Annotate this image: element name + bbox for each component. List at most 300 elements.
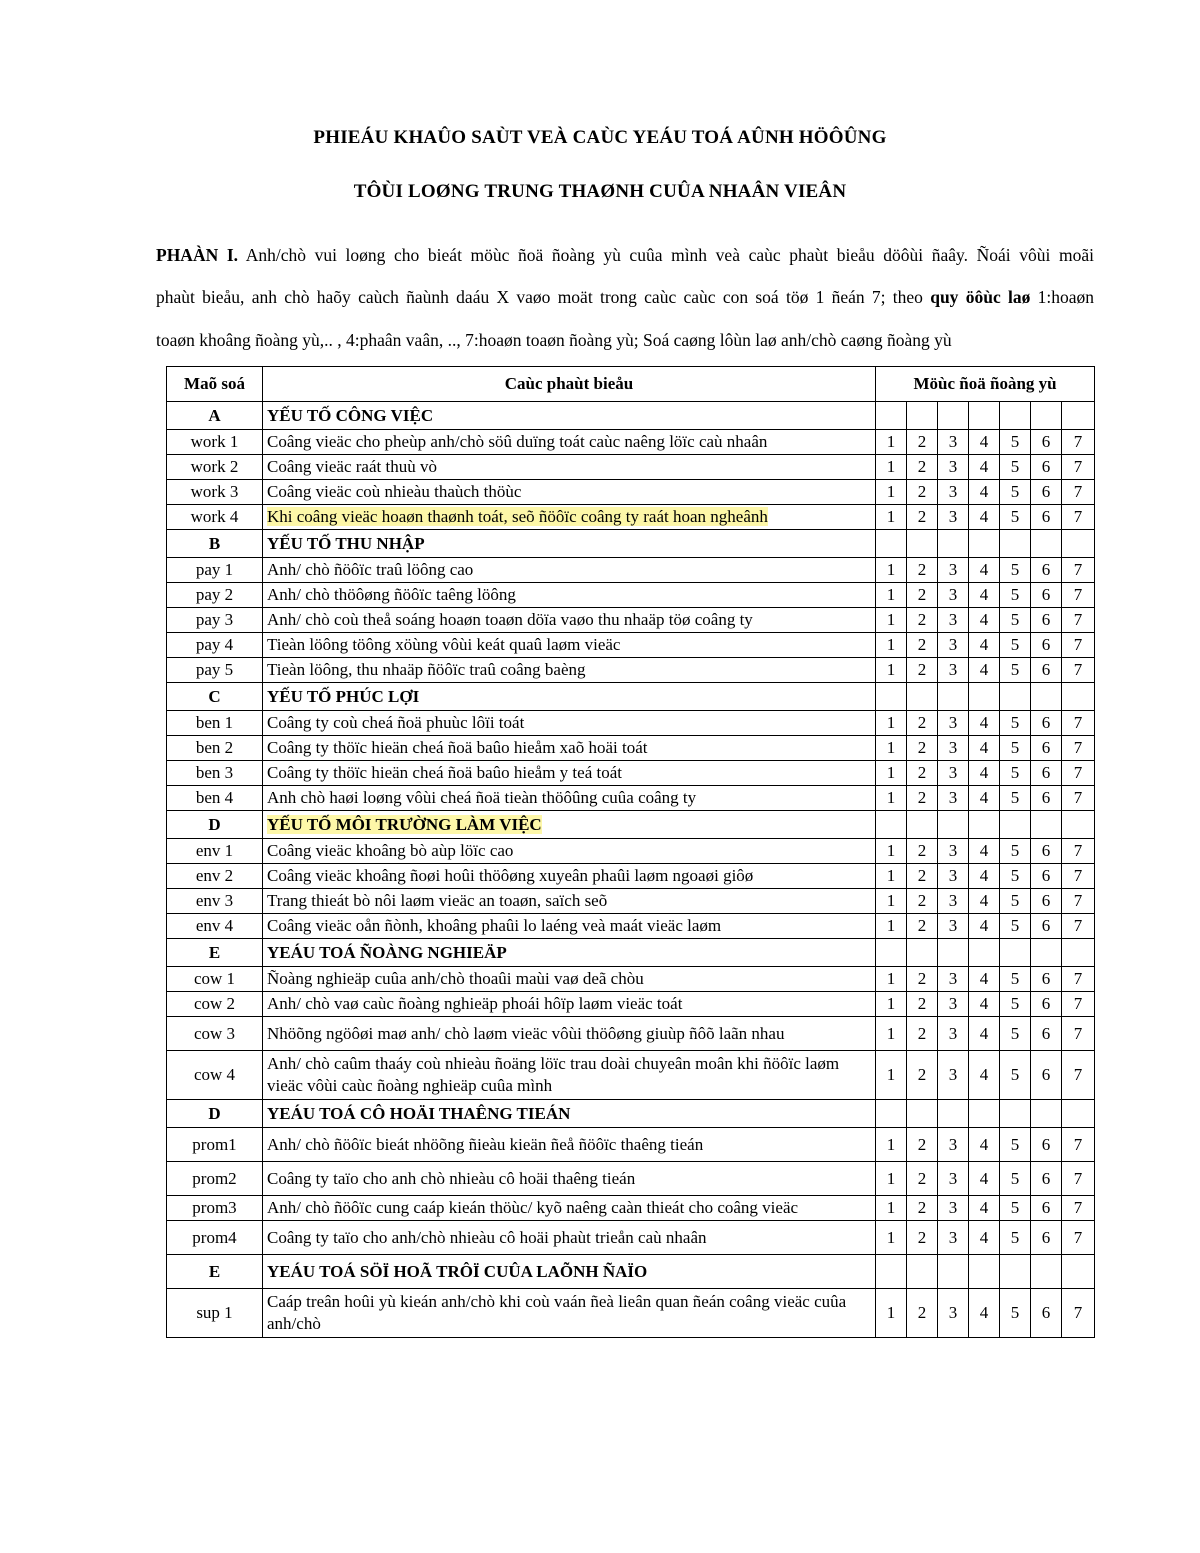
empty-scale-cell	[876, 811, 907, 839]
scale-option-1[interactable]: 1	[876, 1162, 907, 1196]
scale-option-7[interactable]: 7	[1062, 711, 1095, 736]
scale-option-7[interactable]: 7	[1062, 1289, 1095, 1338]
item-code: work 1	[167, 430, 263, 455]
scale-option-3[interactable]: 3	[938, 736, 969, 761]
scale-option-5[interactable]: 5	[1000, 455, 1031, 480]
scale-option-5[interactable]: 5	[1000, 864, 1031, 889]
scale-option-7[interactable]: 7	[1062, 1196, 1095, 1221]
statement-text: Coâng ty taïo cho anh/chò nhieàu cô hoäi phaùt trieån caù nhaân	[267, 1227, 707, 1247]
scale-option-2[interactable]: 2	[907, 839, 938, 864]
empty-scale-cell	[969, 530, 1000, 558]
scale-option-4[interactable]: 4	[969, 889, 1000, 914]
scale-option-4[interactable]: 4	[969, 633, 1000, 658]
scale-option-2[interactable]: 2	[907, 786, 938, 811]
scale-option-3[interactable]: 3	[938, 1017, 969, 1051]
scale-option-6[interactable]: 6	[1031, 736, 1062, 761]
scale-option-6[interactable]: 6	[1031, 608, 1062, 633]
statement-text: Coâng vieäc cho pheùp anh/chò söû duïng toát caùc naêng löïc caù nhaân	[267, 432, 768, 451]
statement-text: Coâng vieäc khoâng bò aùp löïc cao	[267, 841, 514, 860]
scale-option-1[interactable]: 1	[876, 1128, 907, 1162]
scale-option-4[interactable]: 4	[969, 864, 1000, 889]
scale-option-3[interactable]: 3	[938, 1196, 969, 1221]
statement-cell	[263, 914, 876, 939]
scale-option-6[interactable]: 6	[1031, 761, 1062, 786]
scale-option-1[interactable]: 1	[876, 1051, 907, 1100]
scale-option-5[interactable]: 5	[1000, 1196, 1031, 1221]
scale-option-1[interactable]: 1	[876, 658, 907, 683]
scale-option-4[interactable]: 4	[969, 1051, 1000, 1100]
scale-option-5[interactable]: 5	[1000, 1128, 1031, 1162]
scale-option-1[interactable]: 1	[876, 1221, 907, 1255]
scale-option-3[interactable]: 3	[938, 889, 969, 914]
scale-option-5[interactable]: 5	[1000, 505, 1031, 530]
statement-text: Nhöõng ngöôøi maø anh/ chò laøm vieäc vôùi thöôøng giuùp ñôõ laãn nhau	[267, 1023, 785, 1043]
statement-text: Coâng vieäc khoâng ñoøi hoûi thöôøng xuyeân phaûi laøm ngoaøi giôø	[267, 866, 754, 885]
scale-option-7[interactable]: 7	[1062, 1162, 1095, 1196]
scale-option-7[interactable]: 7	[1062, 1051, 1095, 1100]
scale-option-4[interactable]: 4	[969, 505, 1000, 530]
item-code: env 4	[167, 914, 263, 939]
empty-scale-cell	[1031, 402, 1062, 430]
empty-scale-cell	[938, 683, 969, 711]
scale-option-7[interactable]: 7	[1062, 430, 1095, 455]
scale-option-6[interactable]: 6	[1031, 786, 1062, 811]
table-row	[167, 914, 1095, 939]
scale-option-4[interactable]: 4	[969, 761, 1000, 786]
item-code: pay 4	[167, 633, 263, 658]
scale-option-6[interactable]: 6	[1031, 658, 1062, 683]
empty-scale-cell	[1062, 1100, 1095, 1128]
scale-option-6[interactable]: 6	[1031, 967, 1062, 992]
statement-cell	[263, 455, 876, 480]
scale-option-1[interactable]: 1	[876, 558, 907, 583]
scale-option-2[interactable]: 2	[907, 761, 938, 786]
scale-option-6[interactable]: 6	[1031, 711, 1062, 736]
scale-option-6[interactable]: 6	[1031, 864, 1062, 889]
statement-cell	[263, 736, 876, 761]
empty-scale-cell	[938, 1255, 969, 1289]
scale-option-4[interactable]: 4	[969, 967, 1000, 992]
scale-option-3[interactable]: 3	[938, 1221, 969, 1255]
scale-option-4[interactable]: 4	[969, 558, 1000, 583]
item-code: prom2	[167, 1162, 263, 1196]
scale-option-3[interactable]: 3	[938, 1162, 969, 1196]
scale-option-7[interactable]: 7	[1062, 658, 1095, 683]
empty-scale-cell	[969, 402, 1000, 430]
scale-option-1[interactable]: 1	[876, 608, 907, 633]
scale-option-3[interactable]: 3	[938, 583, 969, 608]
scale-option-4[interactable]: 4	[969, 480, 1000, 505]
scale-option-5[interactable]: 5	[1000, 1289, 1031, 1338]
scale-option-5[interactable]: 5	[1000, 1051, 1031, 1100]
scale-option-3[interactable]: 3	[938, 992, 969, 1017]
item-code: cow 1	[167, 967, 263, 992]
empty-scale-cell	[1000, 402, 1031, 430]
table-row	[167, 1051, 1095, 1100]
section-row	[167, 402, 1095, 430]
scale-option-3[interactable]: 3	[938, 455, 969, 480]
scale-option-2[interactable]: 2	[907, 1162, 938, 1196]
scale-option-1[interactable]: 1	[876, 1196, 907, 1221]
statement-cell	[263, 992, 876, 1017]
statement-cell	[263, 711, 876, 736]
statement-text: Coâng vieäc oån ñònh, khoâng phaûi lo laéng veà maát vieäc laøm	[267, 916, 722, 935]
scale-option-2[interactable]: 2	[907, 1017, 938, 1051]
scale-option-5[interactable]: 5	[1000, 1221, 1031, 1255]
scale-option-1[interactable]: 1	[876, 583, 907, 608]
scale-option-3[interactable]: 3	[938, 839, 969, 864]
scale-option-3[interactable]: 3	[938, 864, 969, 889]
scale-option-1[interactable]: 1	[876, 736, 907, 761]
item-code: ben 3	[167, 761, 263, 786]
statement-cell	[263, 967, 876, 992]
intro-line-2	[156, 287, 1094, 308]
scale-option-4[interactable]: 4	[969, 992, 1000, 1017]
scale-option-2[interactable]: 2	[907, 736, 938, 761]
intro-line-3: toaøn khoâng ñoàng yù,.. , 4:phaân vaân, .., 7:hoaøn toaøn ñoàng yù; Soá caøng lôùn laø anh/chò caøng ñoàng yù	[156, 330, 952, 350]
scale-option-3[interactable]: 3	[938, 608, 969, 633]
scale-option-3[interactable]: 3	[938, 480, 969, 505]
scale-option-6[interactable]: 6	[1031, 1017, 1062, 1051]
scale-option-3[interactable]: 3	[938, 1128, 969, 1162]
scale-option-5[interactable]: 5	[1000, 430, 1031, 455]
scale-option-7[interactable]: 7	[1062, 1221, 1095, 1255]
scale-option-4[interactable]: 4	[969, 1128, 1000, 1162]
empty-scale-cell	[938, 1100, 969, 1128]
scale-option-6[interactable]: 6	[1031, 430, 1062, 455]
scale-option-7[interactable]: 7	[1062, 786, 1095, 811]
scale-option-3[interactable]: 3	[938, 1289, 969, 1338]
item-code: prom4	[167, 1221, 263, 1255]
scale-option-6[interactable]: 6	[1031, 1196, 1062, 1221]
empty-scale-cell	[938, 402, 969, 430]
table-row	[167, 1289, 1095, 1338]
scale-option-6[interactable]: 6	[1031, 1051, 1062, 1100]
scale-option-1[interactable]: 1	[876, 480, 907, 505]
scale-option-1[interactable]: 1	[876, 786, 907, 811]
scale-option-1[interactable]: 1	[876, 839, 907, 864]
scale-option-6[interactable]: 6	[1031, 583, 1062, 608]
scale-option-5[interactable]: 5	[1000, 658, 1031, 683]
scale-option-7[interactable]: 7	[1062, 455, 1095, 480]
scale-option-5[interactable]: 5	[1000, 914, 1031, 939]
scale-option-2[interactable]: 2	[907, 889, 938, 914]
item-code: prom1	[167, 1128, 263, 1162]
scale-option-3[interactable]: 3	[938, 786, 969, 811]
scale-option-2[interactable]: 2	[907, 658, 938, 683]
scale-option-4[interactable]: 4	[969, 1196, 1000, 1221]
scale-option-7[interactable]: 7	[1062, 480, 1095, 505]
scale-option-7[interactable]: 7	[1062, 1017, 1095, 1051]
scale-option-7[interactable]: 7	[1062, 583, 1095, 608]
scale-option-4[interactable]: 4	[969, 1162, 1000, 1196]
table-row	[167, 992, 1095, 1017]
scale-option-7[interactable]: 7	[1062, 967, 1095, 992]
statement-cell	[263, 761, 876, 786]
statement-cell	[263, 1017, 876, 1051]
scale-option-7[interactable]: 7	[1062, 558, 1095, 583]
scale-option-1[interactable]: 1	[876, 1289, 907, 1338]
section-row	[167, 530, 1095, 558]
item-code: prom3	[167, 1196, 263, 1221]
empty-scale-cell	[1062, 530, 1095, 558]
scale-option-6[interactable]: 6	[1031, 1162, 1062, 1196]
section-code: A	[167, 402, 263, 430]
scale-option-4[interactable]: 4	[969, 914, 1000, 939]
empty-scale-cell	[1000, 683, 1031, 711]
scale-option-5[interactable]: 5	[1000, 608, 1031, 633]
scale-option-6[interactable]: 6	[1031, 889, 1062, 914]
scale-option-2[interactable]: 2	[907, 608, 938, 633]
scale-option-3[interactable]: 3	[938, 633, 969, 658]
empty-scale-cell	[876, 683, 907, 711]
statement-cell	[263, 558, 876, 583]
scale-option-4[interactable]: 4	[969, 711, 1000, 736]
scale-option-7[interactable]: 7	[1062, 992, 1095, 1017]
scale-option-6[interactable]: 6	[1031, 992, 1062, 1017]
scale-option-3[interactable]: 3	[938, 558, 969, 583]
scale-option-4[interactable]: 4	[969, 455, 1000, 480]
scale-option-7[interactable]: 7	[1062, 633, 1095, 658]
section-code: B	[167, 530, 263, 558]
empty-scale-cell	[1062, 683, 1095, 711]
scale-option-1[interactable]: 1	[876, 864, 907, 889]
statement-text: Ñoàng nghieäp cuûa anh/chò thoaûi maùi vaø deã chòu	[267, 969, 644, 988]
scale-option-5[interactable]: 5	[1000, 967, 1031, 992]
scale-option-3[interactable]: 3	[938, 1051, 969, 1100]
empty-scale-cell	[1062, 1255, 1095, 1289]
scale-option-7[interactable]: 7	[1062, 864, 1095, 889]
empty-scale-cell	[1062, 939, 1095, 967]
statement-text: Anh/ chò ñöôïc bieát nhöõng ñieàu kieän ñeå ñöôïc thaêng tieán	[267, 1134, 704, 1154]
scale-option-3[interactable]: 3	[938, 711, 969, 736]
empty-scale-cell	[938, 939, 969, 967]
table-row	[167, 1128, 1095, 1162]
scale-option-1[interactable]: 1	[876, 889, 907, 914]
scale-option-7[interactable]: 7	[1062, 736, 1095, 761]
scale-option-6[interactable]: 6	[1031, 558, 1062, 583]
empty-scale-cell	[1062, 811, 1095, 839]
scale-option-4[interactable]: 4	[969, 839, 1000, 864]
scale-option-6[interactable]: 6	[1031, 1221, 1062, 1255]
section-title-cell	[263, 1255, 876, 1289]
scale-option-5[interactable]: 5	[1000, 889, 1031, 914]
scale-option-4[interactable]: 4	[969, 1017, 1000, 1051]
scale-option-2[interactable]: 2	[907, 633, 938, 658]
section-title: YEÁU TOÁ ÑOÀNG NGHIEÄP	[267, 942, 507, 962]
scale-option-4[interactable]: 4	[969, 583, 1000, 608]
scale-option-7[interactable]: 7	[1062, 1128, 1095, 1162]
statement-cell	[263, 480, 876, 505]
scale-option-6[interactable]: 6	[1031, 505, 1062, 530]
statement-cell	[263, 786, 876, 811]
scale-option-4[interactable]: 4	[969, 786, 1000, 811]
section-row	[167, 939, 1095, 967]
scale-option-2[interactable]: 2	[907, 1196, 938, 1221]
scale-option-2[interactable]: 2	[907, 914, 938, 939]
scale-option-3[interactable]: 3	[938, 914, 969, 939]
statement-text: Coâng vieäc raát thuù vò	[267, 457, 437, 476]
scale-option-6[interactable]: 6	[1031, 1289, 1062, 1338]
statement-text: Trang thieát bò nôi laøm vieäc an toaøn, saïch seõ	[267, 891, 608, 910]
scale-option-5[interactable]: 5	[1000, 480, 1031, 505]
survey-table	[166, 366, 1095, 1338]
empty-scale-cell	[907, 1255, 938, 1289]
scale-option-5[interactable]: 5	[1000, 1017, 1031, 1051]
table-row	[167, 889, 1095, 914]
table-row	[167, 608, 1095, 633]
scale-option-4[interactable]: 4	[969, 736, 1000, 761]
item-code: cow 2	[167, 992, 263, 1017]
scale-option-2[interactable]: 2	[907, 711, 938, 736]
scale-option-1[interactable]: 1	[876, 914, 907, 939]
statement-cell	[263, 864, 876, 889]
table-row	[167, 558, 1095, 583]
empty-scale-cell	[1000, 1255, 1031, 1289]
scale-option-7[interactable]: 7	[1062, 505, 1095, 530]
statement-text: Coâng ty thöïc hieän cheá ñoä baûo hieåm xaõ hoäi toát	[267, 738, 648, 757]
scale-option-6[interactable]: 6	[1031, 1128, 1062, 1162]
scale-option-6[interactable]: 6	[1031, 633, 1062, 658]
scale-option-2[interactable]: 2	[907, 583, 938, 608]
scale-option-2[interactable]: 2	[907, 1128, 938, 1162]
scale-option-7[interactable]: 7	[1062, 914, 1095, 939]
scale-option-4[interactable]: 4	[969, 1289, 1000, 1338]
statement-text: Anh/ chò ñöôïc traû löông cao	[267, 560, 474, 579]
empty-scale-cell	[876, 1255, 907, 1289]
scale-option-4[interactable]: 4	[969, 658, 1000, 683]
empty-scale-cell	[969, 683, 1000, 711]
scale-option-7[interactable]: 7	[1062, 608, 1095, 633]
statement-text: Coâng ty taïo cho anh chò nhieàu cô hoäi thaêng tieán	[267, 1168, 636, 1188]
table-row	[167, 480, 1095, 505]
table-row	[167, 583, 1095, 608]
statement-cell	[263, 1162, 876, 1196]
table-row	[167, 430, 1095, 455]
scale-option-2[interactable]: 2	[907, 505, 938, 530]
scale-option-3[interactable]: 3	[938, 967, 969, 992]
scale-option-5[interactable]: 5	[1000, 736, 1031, 761]
statement-cell	[263, 839, 876, 864]
intro-line-1	[156, 245, 1094, 266]
section-title-cell	[263, 530, 876, 558]
scale-option-6[interactable]: 6	[1031, 839, 1062, 864]
scale-option-2[interactable]: 2	[907, 992, 938, 1017]
empty-scale-cell	[1000, 1100, 1031, 1128]
scale-option-3[interactable]: 3	[938, 761, 969, 786]
scale-option-2[interactable]: 2	[907, 864, 938, 889]
scale-option-1[interactable]: 1	[876, 711, 907, 736]
scale-option-1[interactable]: 1	[876, 430, 907, 455]
section-row	[167, 1100, 1095, 1128]
scale-option-5[interactable]: 5	[1000, 711, 1031, 736]
survey-table-body	[167, 367, 1095, 1338]
scale-option-6[interactable]: 6	[1031, 480, 1062, 505]
empty-scale-cell	[1031, 939, 1062, 967]
scale-option-3[interactable]: 3	[938, 430, 969, 455]
section-row	[167, 811, 1095, 839]
scale-option-2[interactable]: 2	[907, 1051, 938, 1100]
statement-text: Anh/ chò thöôøng ñöôïc taêng löông	[267, 585, 516, 604]
scale-option-2[interactable]: 2	[907, 1289, 938, 1338]
scale-option-1[interactable]: 1	[876, 761, 907, 786]
statement-cell	[263, 1128, 876, 1162]
section-title: YẾU TỐ PHÚC LỢI	[267, 686, 420, 706]
section-title-cell	[263, 811, 876, 839]
item-code: pay 5	[167, 658, 263, 683]
scale-option-2[interactable]: 2	[907, 1221, 938, 1255]
scale-option-5[interactable]: 5	[1000, 786, 1031, 811]
empty-scale-cell	[876, 530, 907, 558]
empty-scale-cell	[969, 1255, 1000, 1289]
scale-option-1[interactable]: 1	[876, 992, 907, 1017]
scale-option-2[interactable]: 2	[907, 967, 938, 992]
scale-option-2[interactable]: 2	[907, 558, 938, 583]
empty-scale-cell	[969, 811, 1000, 839]
scale-option-7[interactable]: 7	[1062, 889, 1095, 914]
item-code: pay 2	[167, 583, 263, 608]
item-code: sup 1	[167, 1289, 263, 1338]
statement-text: Coâng vieäc coù nhieàu thaùch thöùc	[267, 482, 522, 501]
scale-option-5[interactable]: 5	[1000, 633, 1031, 658]
table-row	[167, 864, 1095, 889]
scale-option-6[interactable]: 6	[1031, 914, 1062, 939]
empty-scale-cell	[969, 1100, 1000, 1128]
statement-cell	[263, 430, 876, 455]
scale-option-4[interactable]: 4	[969, 1221, 1000, 1255]
item-code: work 3	[167, 480, 263, 505]
section-row	[167, 683, 1095, 711]
scale-option-3[interactable]: 3	[938, 505, 969, 530]
scale-option-1[interactable]: 1	[876, 633, 907, 658]
empty-scale-cell	[1031, 1255, 1062, 1289]
scale-option-2[interactable]: 2	[907, 455, 938, 480]
statement-cell	[263, 583, 876, 608]
scale-option-5[interactable]: 5	[1000, 583, 1031, 608]
scale-option-5[interactable]: 5	[1000, 761, 1031, 786]
table-row	[167, 1221, 1095, 1255]
scale-option-2[interactable]: 2	[907, 480, 938, 505]
scale-option-7[interactable]: 7	[1062, 839, 1095, 864]
scale-option-4[interactable]: 4	[969, 608, 1000, 633]
table-row	[167, 839, 1095, 864]
scale-option-1[interactable]: 1	[876, 967, 907, 992]
section-title: YEÁU TOÁ CÔ HOÄI THAÊNG TIEÁN	[267, 1103, 571, 1123]
table-row	[167, 736, 1095, 761]
table-row	[167, 711, 1095, 736]
scale-option-6[interactable]: 6	[1031, 455, 1062, 480]
table-row	[167, 505, 1095, 530]
scale-option-5[interactable]: 5	[1000, 558, 1031, 583]
scale-option-3[interactable]: 3	[938, 658, 969, 683]
section-code: C	[167, 683, 263, 711]
scale-option-5[interactable]: 5	[1000, 839, 1031, 864]
scale-option-4[interactable]: 4	[969, 430, 1000, 455]
scale-option-1[interactable]: 1	[876, 1017, 907, 1051]
intro-text-2a: phaùt bieåu, anh chò haõy caùch ñaùnh daáu X vaøo moät trong caùc caùc con soá töø 1 ñeán 7; theo	[156, 287, 923, 307]
scale-option-7[interactable]: 7	[1062, 761, 1095, 786]
statement-cell	[263, 1051, 876, 1100]
statement-text: Anh/ chò coù theå soáng hoaøn toaøn döïa vaøo thu nhaäp töø coâng ty	[267, 610, 753, 629]
scale-option-2[interactable]: 2	[907, 430, 938, 455]
scale-option-1[interactable]: 1	[876, 455, 907, 480]
empty-scale-cell	[907, 1100, 938, 1128]
empty-scale-cell	[1000, 939, 1031, 967]
statement-text: Coâng ty coù cheá ñoä phuùc lôïi toát	[267, 713, 525, 732]
scale-option-1[interactable]: 1	[876, 505, 907, 530]
scale-option-5[interactable]: 5	[1000, 1162, 1031, 1196]
scale-option-5[interactable]: 5	[1000, 992, 1031, 1017]
